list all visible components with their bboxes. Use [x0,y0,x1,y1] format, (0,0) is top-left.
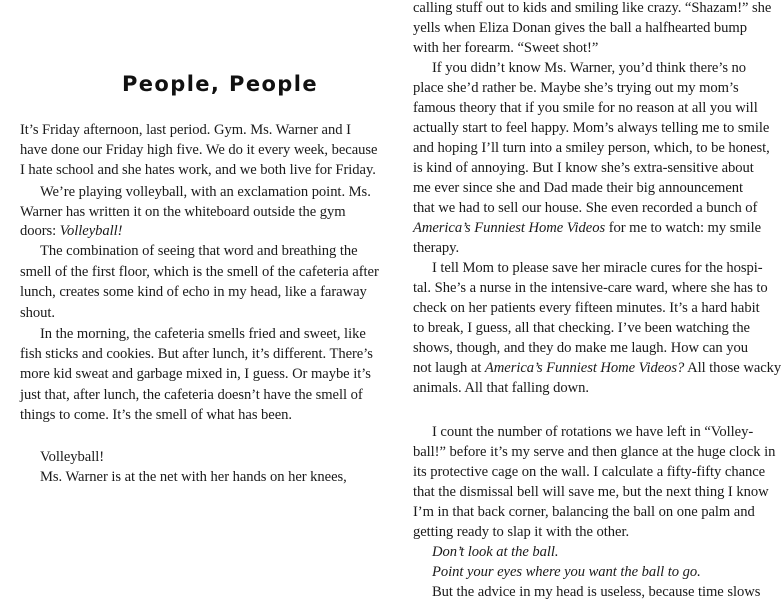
text-line: check on her patients every fifteen minutes. It’s a hard habit [413,300,760,316]
text-line: that the dismissal bell will save me, but the next thing I know [413,484,769,500]
text-line: more kid sweat and garbage mixed in, I guess. Or maybe it’s [20,366,371,382]
italic-text: America’s Funniest Home Videos? [484,360,685,376]
text-line: to break, I guess, all that checking. I’ve been watching the [413,320,750,336]
text-line: Don’t look at the ball. [432,544,559,560]
text-line: yells when Eliza Donan gives the ball a halfhearted bump [413,20,747,36]
text-segment: doors: [20,223,57,239]
text-line: and hoping I’ll turn into a smiley person, which, to be honest, [413,140,770,156]
text-segment: for me to watch: my smile [608,220,762,236]
text-line: Point your eyes where you want the ball to go. [432,564,701,580]
text-line: actually start to feel happy. Mom’s always telling me to smile [413,120,770,136]
text-line [413,219,761,238]
text-line: tal. She’s a nurse in the intensive-care ward, where she has to [413,280,768,296]
italic-text: Volleyball! [59,223,123,239]
text-line: calling stuff out to kids and smiling like crazy. “Shazam!” she [413,0,772,16]
text-line: Volleyball! [40,449,105,465]
text-line: I tell Mom to please save her miracle cures for the hospi- [432,260,763,276]
chapter-title: People, People [122,72,318,96]
left-page [0,0,379,547]
text-line: famous theory that if you smile for no reason at all you will [413,100,758,116]
text-line: We’re playing volleyball, with an exclamation point. Ms. [40,184,371,200]
text-line: lunch, creates some kind of echo in my head, like a faraway [20,284,367,300]
text-segment: not laugh at [413,360,482,376]
text-line: animals. All that falling down. [413,380,589,396]
text-line: It’s Friday afternoon, last period. Gym. Ms. Warner and I [20,122,351,138]
text-line: If you didn’t know Ms. Warner, you’d think there’s no [432,60,747,76]
italic-text: America’s Funniest Home Videos [413,220,606,236]
text-line: shout. [20,305,55,321]
text-line: I hate school and she hates work, and we both live for Friday. [20,162,376,178]
text-line: But the advice in my head is useless, because time slows [432,584,761,600]
text-segment: All those wacky [687,360,781,376]
text-line: me ever since she and Dad made their big announcement [413,180,744,196]
text-line: smell of the first floor, which is the smell of the cafeteria after [20,264,379,280]
text-line: things to come. It’s the smell of what has been. [20,407,292,423]
text-line: I count the number of rotations we have left in “Volley- [432,424,754,440]
text-line [413,359,781,378]
text-line: fish sticks and cookies. But after lunch, it’s different. There’s [20,346,373,362]
text-line: that we had to sell our house. She even recorded a bunch of [413,200,758,216]
text-line: shows, though, and they do make me laugh. How can you [413,340,748,356]
text-line: The combination of seeing that word and breathing the [40,243,358,259]
right-page [375,0,781,600]
text-line: In the morning, the cafeteria smells fried and sweet, like [40,326,366,342]
text-line: getting ready to slap it with the other. [413,524,630,540]
text-line: have done our Friday high five. We do it every week, because [20,142,378,158]
text-line: is kind of annoying. But I know she’s extra-sensitive about [413,160,754,176]
text-line: ball!” before it’s my serve and then glance at the huge clock in [413,444,776,460]
text-line: therapy. [413,240,460,256]
text-line: Ms. Warner is at the net with her hands on her knees, [40,469,347,485]
text-line: place she’d rather be. Maybe she’s trying out my mom’s [413,80,739,96]
text-line: just that, after lunch, the cafeteria doesn’t have the smell of [20,387,363,403]
text-line: I’m in that back corner, balancing the ball on one palm and [413,504,755,520]
text-line [20,222,122,241]
text-line: Warner has written it on the whiteboard outside the gym [20,204,346,220]
text-line: its protective cage on the wall. I calculate a fifty-fifty chance [413,464,766,480]
text-line: with her forearm. “Sweet shot!” [413,40,599,56]
